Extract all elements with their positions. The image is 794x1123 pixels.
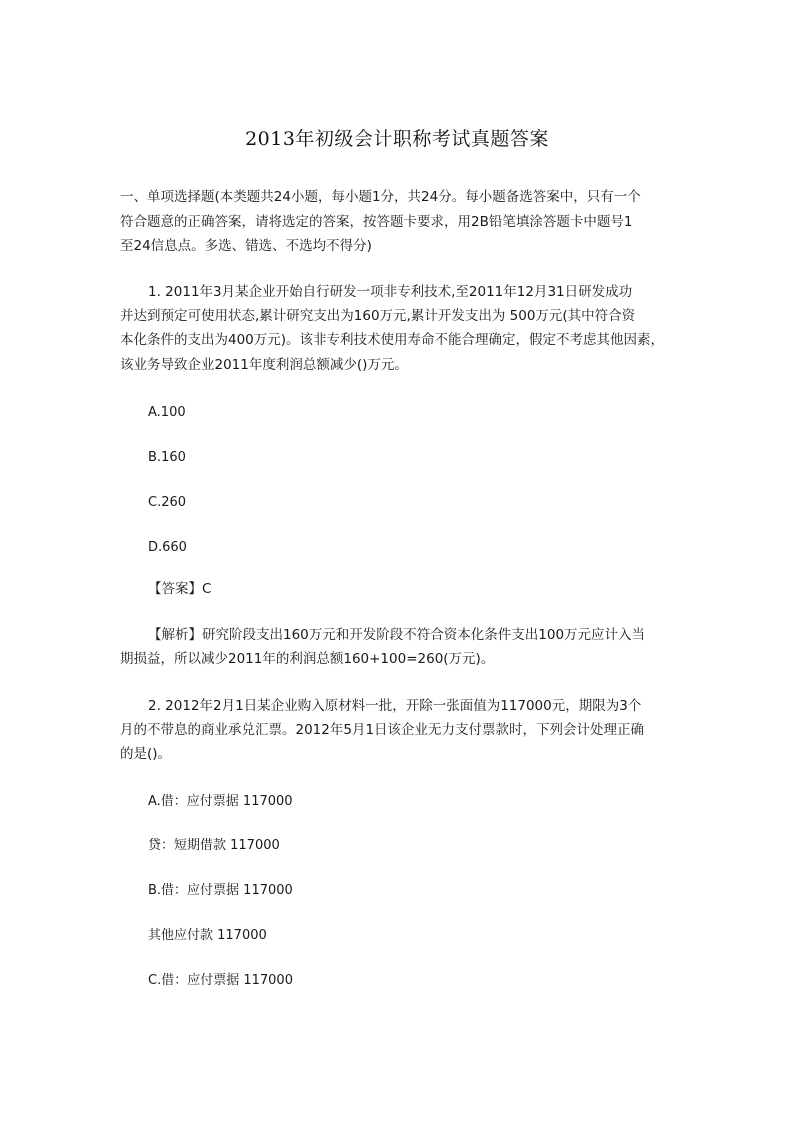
section-header-line: 符合题意的正确答案，请将选定的答案，按答题卡要求，用2B铅笔填涂答题卡中题号1: [120, 214, 633, 230]
question-1-line: 本化条件的支出为400万元)。该非专利技术使用寿命不能合理确定，假定不考虑其他因素，: [120, 332, 665, 348]
question-1-analysis-line: 期损益，所以减少2011年的利润总额160+100=260(万元)。: [120, 651, 495, 667]
question-2-option-b-debit: B.借：应付票据 117000: [148, 883, 293, 898]
question-1-line: 并达到预定可使用状态,累计研究支出为160万元,累计开发支出为 500万元(其中符合资: [120, 308, 636, 324]
question-2-option-c-debit: C.借：应付票据 117000: [148, 973, 293, 988]
question-2-option-a-credit: 贷：短期借款 117000: [148, 838, 280, 853]
question-1-option-a: A.100: [148, 405, 186, 420]
question-1-option-b: B.160: [148, 450, 186, 465]
question-1-line: 1. 2011年3月某企业开始自行研发一项非专利技术,至2011年12月31日研发成功: [148, 284, 633, 300]
question-1-answer: 【答案】C: [148, 581, 212, 597]
question-2-option-b-credit: 其他应付款 117000: [148, 928, 267, 943]
section-header-line: 一、单项选择题(本类题共24小题，每小题1分，共24分。每小题备选答案中，只有一个: [120, 189, 641, 205]
question-2-option-a-debit: A.借：应付票据 117000: [148, 794, 293, 809]
question-2-line: 月的不带息的商业承兑汇票。2012年5月1日该企业无力支付票款时，下列会计处理正确: [120, 722, 645, 738]
question-1-option-c: C.260: [148, 495, 187, 510]
question-1-option-d: D.660: [148, 540, 187, 555]
document-title: 2013年初级会计职称考试真题答案: [245, 128, 549, 150]
section-header-line: 至24信息点。多选、错选、不选均不得分): [120, 238, 372, 254]
question-1-line: 该业务导致企业2011年度利润总额减少()万元。: [120, 357, 408, 373]
question-2-line: 的是()。: [120, 746, 172, 762]
question-2-line: 2. 2012年2月1日某企业购入原材料一批，开除一张面值为117000元，期限为3个: [148, 698, 642, 714]
question-1-analysis-line: 【解析】研究阶段支出160万元和开发阶段不符合资本化条件支出100万元应计入当: [148, 627, 646, 643]
